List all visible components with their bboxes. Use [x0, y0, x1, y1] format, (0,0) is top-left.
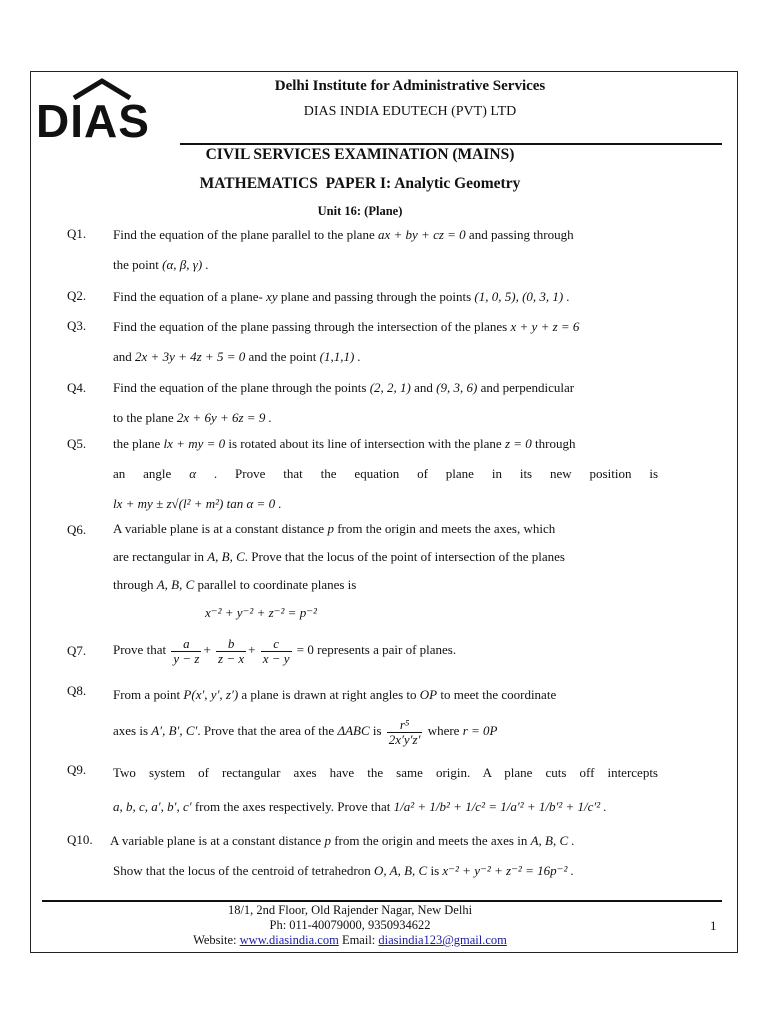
website-link[interactable]: www.diasindia.com [239, 933, 339, 947]
page-number: 1 [710, 918, 717, 933]
question-number: Q10. [67, 832, 93, 847]
question-2: Find the equation of a plane- xy plane and passing through the points (1, 0, 5), (0, 3, 1) . [113, 289, 570, 304]
question-8: From a point P(x′, y′, z′) a plane is drawn at right angles to OP to meet the coordinate axes is A′, B′, C′. Prove that the area of the ΔABC is $\frac{\text{r⁵}}{2x'y'z'}$ where r = 0P [113, 687, 557, 747]
paper-title: MATHEMATICS PAPER I: Analytic Geometry [199, 175, 521, 192]
footer-contact: Website: www.diasindia.com Email: diasindia123@gmail.com [193, 933, 507, 947]
fraction: $\frac{b}{z - x}$ [218, 635, 245, 666]
exam-title: CIVIL SERVICES EXAMINATION (MAINS) [205, 146, 515, 163]
question-number: Q2. [67, 288, 87, 303]
dias-logo: DIAS [36, 95, 150, 147]
header-divider [180, 143, 722, 145]
question-number: Q1. [67, 226, 87, 241]
question-7: Prove that $\frac{a}{y - z}$ + $\frac{b}{z - x}$ + $\frac{c}{x - y}$ = 0 represents a pair of planes. [113, 635, 457, 666]
question-number: Q8. [67, 683, 87, 698]
fraction: $\frac{\text{r⁵}}{2x'y'z'}$ [388, 716, 421, 747]
footer-divider [42, 900, 722, 902]
unit-title: Unit 16: (Plane) [317, 204, 403, 218]
footer-phone: Ph: 011-40079000, 9350934622 [269, 918, 431, 932]
question-10: A variable plane is at a constant distance p from the origin and meets the axes in A, B, C . Show that the locus of the centroid of tetrahedron O, A, B, C is x⁻² + y⁻² + z⁻² = 16p⁻² . [110, 833, 575, 878]
question-number: Q9. [67, 762, 87, 777]
question-3: Find the equation of the plane passing through the intersection of the planes x + y + z = 6 and 2x + 3y + 4z + 5 = 0 and the point (1,1,1) . [113, 319, 580, 364]
question-6: A variable plane is at a constant distance p from the origin and meets the axes, which are rectangular in A, B, C. Prove that the locus of the point of intersection of the planes through A, B, C parallel to coordinate planes is x⁻² + y⁻² + z⁻² = p⁻² [113, 521, 565, 620]
question-5: the plane lx + my = 0 is rotated about its line of intersection with the plane z = 0 through an angle α . Prove that the equation of plane in its new position is lx + my ± z√(l² + m²) tan α = 0 . [113, 436, 658, 511]
question-number: Q3. [67, 318, 87, 333]
question-4: Find the equation of the plane through the points (2, 2, 1) and (9, 3, 6) and perpendicular to the plane 2x + 6y + 6z = 9 . [113, 380, 575, 425]
question-9: Two system of rectangular axes have the same origin. A plane cuts off intercepts a, b, c, a′, b′, c′ from the axes respectively. Prove that 1/a² + 1/b² + 1/c² = 1/a′² + 1/b′² + 1/c′² . [113, 765, 658, 814]
institute-name: Delhi Institute for Administrative Services [274, 78, 546, 94]
email-link[interactable]: diasindia123@gmail.com [378, 933, 507, 947]
question-number: Q5. [67, 436, 87, 451]
question-number: Q4. [67, 380, 87, 395]
question-1: Find the equation of the plane parallel to the plane ax + by + cz = 0 and passing through the point (α, β, γ) . [113, 227, 574, 272]
company-name: DIAS INDIA EDUTECH (PVT) LTD [303, 104, 517, 119]
question-number: Q6. [67, 522, 87, 537]
fraction: $\frac{c}{x - y}$ [262, 635, 290, 666]
footer-address: 18/1, 2nd Floor, Old Rajender Nagar, New Delhi [227, 903, 473, 917]
question-number: Q7. [67, 643, 87, 658]
fraction: $\frac{a}{y - z}$ [173, 635, 200, 666]
